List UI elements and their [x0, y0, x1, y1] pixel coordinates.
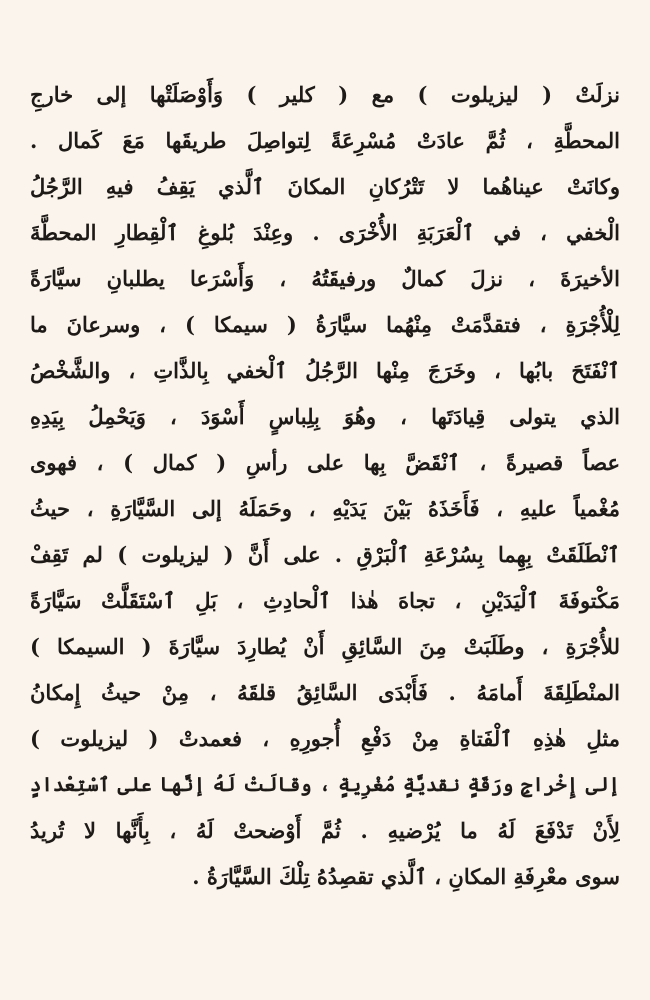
- text-line: لِأَنْ تَدْفَعَ لَهُ ما يُرْضيهِ . ثُمَّ أَوْضحتْ لَهُ ، بِأَنَّها لا تُريدُ: [30, 818, 620, 843]
- text-line: مثلِ هٰذِهِ ٱلْفَتاةِ مِنْ دَفْعِ أُجورِهِ ، فعمدتْ ( ليزيلوت ): [30, 726, 620, 751]
- text-line: الأخيرَةَ ، نزلَ كمالٌ ورفيقَتُهُ ، وَأَسْرَعا يطلبانِ سيَّارَةً: [30, 266, 620, 291]
- text-line: عصاً قصيرةً ، ٱنْقَضَّ بِها على رأسِ ( كمال ) ، فهوى: [30, 450, 620, 475]
- text-line: مَكْتوفَةَ ٱلْيَدَيْنِ ، تجاهَ هٰذا ٱلْحادِثِ ، بَلِ ٱسْتَقَلَّتْ سَيَّارَةً: [30, 588, 620, 613]
- text-line: إلى إِخْراجِ ورَقَةٍ نقديَّةٍ مُغْرِيةٍ ، وقالَتْ لَهُ إنَّها على ٱسْتِعْدادٍ: [30, 773, 620, 796]
- text-line: المحطَّةِ ، ثُمَّ عادَتْ مُسْرِعَةً لِتواصِلَ طريقَها مَعَ كَمال .: [30, 128, 620, 153]
- text-line: لِلْأُجْرَةِ ، فتقدَّمَتْ مِنْهُما سيَّارَةُ ( سيمكا ) ، وسرعانَ ما: [30, 312, 620, 337]
- body-text: [30, 72, 620, 900]
- text-line: ٱنْفَتَحَ بابُها ، وخَرَجَ مِنْها الرَّجُلُ ٱلْخفي بِالذَّاتِ ، والشَّخْصُ: [30, 358, 620, 383]
- text-line: المنْطَلِقَةَ أَمامَهُ . فَأَبْدَى السَّائِقُ قلقَهُ ، مِنْ حيثُ إِمكانُ: [30, 680, 620, 705]
- text-line-last: سوى معْرِفَةِ المكانِ ، ٱلَّذي تقصِدُهُ تِلْكَ السَّيَّارَةُ .: [192, 864, 620, 889]
- text-line: نزلَتْ ( ليزيلوت ) مع ( كلير ) وَأَوْصَلَتْها إلى خارجِ: [30, 82, 620, 107]
- text-line: مُغْمياً عليهِ ، فَأَخَذَهُ بَيْنَ يَدَيْهِ ، وحَمَلَهُ إلى السَّيَّارَةِ ، حيثُ: [30, 496, 620, 521]
- text-line: للأُجْرَةِ ، وطَلَبَتْ مِنَ السَّائِقِ أَنْ يُطارِدَ سيَّارَةَ ( السيمكا ): [30, 634, 620, 659]
- text-line: الذي يتولى قِيادَتَها ، وهُوَ بِلِباسٍ أَسْوَدَ ، وَيَحْمِلُ بِيَدِهِ: [30, 404, 620, 429]
- text-line: وكانَتْ عيناهُما لا تَتْرُكانِ المكانَ ٱلَّذي يَقِفُ فيهِ الرَّجُلُ: [30, 174, 620, 199]
- text-line: ٱنْطَلَقَتْ بِهِما بِسُرْعَةِ ٱلْبَرْقِ . على أَنَّ ( ليزيلوت ) لم تَقِفْ: [30, 542, 620, 567]
- text-line: الْخفي ، في ٱلْعَرَبَةِ الأُخْرَى . وعِنْدَ بُلوغِ ٱلْقِطارِ المحطَّةَ: [30, 220, 620, 245]
